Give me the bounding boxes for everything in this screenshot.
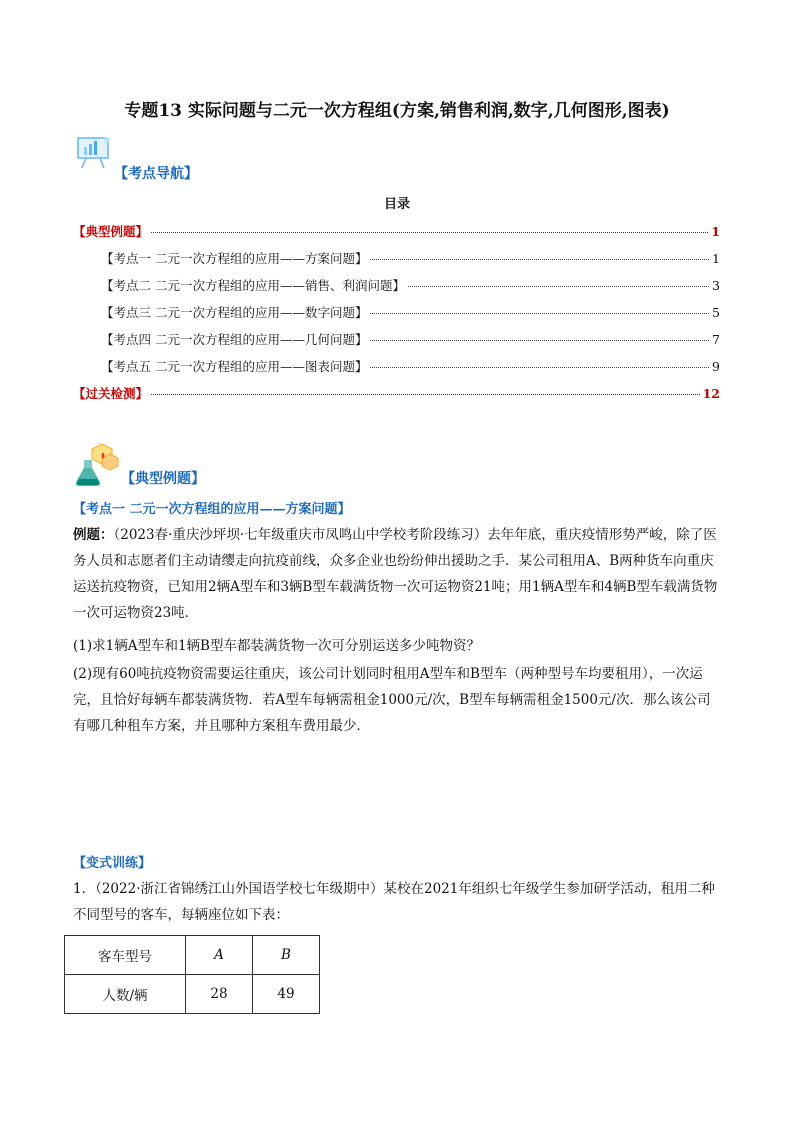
toc-page: 1 xyxy=(711,224,720,239)
toc-row-kaodian-4[interactable] xyxy=(101,330,720,348)
table-cell: 49 xyxy=(253,975,320,1014)
toc-page: 3 xyxy=(712,278,720,293)
example-lead: 例题： xyxy=(73,527,114,543)
toc-heading: 目录 xyxy=(383,197,410,212)
toc-row-kaodian-3[interactable] xyxy=(101,303,720,321)
variant-heading: 【变式训练】 xyxy=(73,856,152,871)
section-label: 【典型例题】 xyxy=(121,471,205,487)
toc-leader xyxy=(151,394,700,395)
toc-page: 1 xyxy=(712,251,720,266)
toc-row-kaodian-2[interactable] xyxy=(101,276,720,294)
toc-page: 7 xyxy=(712,332,720,347)
toc-label: 【考点四 二元一次方程组的应用——几何问题】 xyxy=(101,332,368,347)
toc-leader xyxy=(370,367,709,368)
table-cell: 客车型号 xyxy=(65,936,186,975)
question-2: (2)现有60吨抗疫物资需要运往重庆，该公司计划同时租用A型车和B型车（两种型号车均要租用），一次运完，且恰好每辆车都装满货物．若A型车每辆需租金1000元/次，B型车每辆需租金1500元/次．那么该公司有哪几种租车方案，并且哪种方案租车费用最少． xyxy=(73,666,711,734)
toc-label: 【考点三 二元一次方程组的应用——数字问题】 xyxy=(101,305,368,320)
table-cell: A xyxy=(186,936,253,975)
example-paragraph xyxy=(73,522,723,626)
kaodian-heading: 【考点一 二元一次方程组的应用——方案问题】 xyxy=(73,502,351,517)
toc-row-kaodian-1[interactable] xyxy=(101,249,720,267)
page-title: 专题13 实际问题与二元一次方程组(方案,销售利润,数字,几何图形,图表) xyxy=(124,101,670,121)
example-text: （2023春·重庆沙坪坝·七年级重庆市凤鸣山中学校考阶段练习）去年年底，重庆疫情形势严峻，除了医务人员和志愿者们主动请缨走向抗疫前线，众多企业也纷纷伸出援助之手．某公司租用A、B两种货车向重庆运送抗疫物资，已知用2辆A型车和3辆B型车载满货物一次可运物资21吨；用1辆A型车和4辆B型车载满货物一次可运物资23吨． xyxy=(73,527,718,621)
toc-leader xyxy=(370,340,709,341)
nav-label: 【考点导航】 xyxy=(114,166,198,182)
table-cell: 人数/辆 xyxy=(65,975,186,1014)
variant-question: 1．（2022·浙江省锦绣江山外国语学校七年级期中）某校在2021年组织七年级学生参加研学活动，租用二种不同型号的客车，每辆座位如下表： xyxy=(73,881,715,923)
table-cell: B xyxy=(253,936,320,975)
table-cell: 28 xyxy=(186,975,253,1014)
question-1: (1)求1辆A型车和1辆B型车都装满货物一次可分别运送多少吨物资？ xyxy=(73,638,480,654)
toc-page: 5 xyxy=(712,305,720,320)
presentation-board-icon xyxy=(74,132,114,172)
toc-leader xyxy=(370,313,709,314)
toc-page: 9 xyxy=(712,359,720,374)
toc-leader xyxy=(408,286,709,287)
toc-label: 【考点二 二元一次方程组的应用——销售、利润问题】 xyxy=(101,278,405,293)
toc-label: 【考点一 二元一次方程组的应用——方案问题】 xyxy=(101,251,368,266)
toc-row-kaodian-5[interactable] xyxy=(101,357,720,375)
toc-leader xyxy=(151,232,708,233)
toc-label: 【过关检测】 xyxy=(73,386,149,401)
table-row xyxy=(65,975,320,1014)
table-row xyxy=(65,936,320,975)
toc-row-typical[interactable] xyxy=(73,222,720,240)
toc-page: 12 xyxy=(702,386,720,401)
toc-label: 【典型例题】 xyxy=(73,224,149,239)
toc-leader xyxy=(370,259,709,260)
seat-table xyxy=(64,935,320,1014)
toc-row-review[interactable] xyxy=(73,384,720,402)
toc-label: 【考点五 二元一次方程组的应用——图表问题】 xyxy=(101,359,368,374)
flask-icon xyxy=(72,442,120,488)
